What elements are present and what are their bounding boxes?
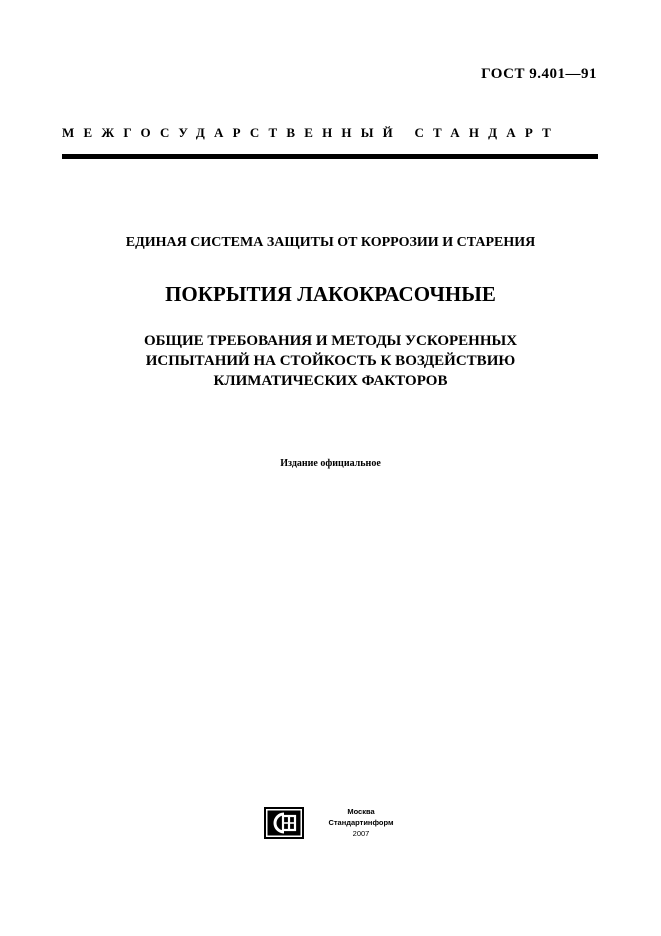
subtitle-line: ИСПЫТАНИЙ НА СТОЙКОСТЬ К ВОЗДЕЙСТВИЮ [145,353,516,369]
main-title: ПОКРЫТИЯ ЛАКОКРАСОЧНЫЕ [165,282,496,306]
subtitle-line: ОБЩИЕ ТРЕБОВАНИЯ И МЕТОДЫ УСКОРЕННЫХ [143,333,518,349]
document-number: ГОСТ 9.401—91 [481,66,597,82]
series-title: ЕДИНАЯ СИСТЕМА ЗАЩИТЫ ОТ КОРРОЗИИ И СТАРЕНИЯ [125,235,536,250]
header-divider [62,154,598,159]
publisher-text [311,806,411,839]
publisher-imprint [264,806,414,842]
subtitle-line: КЛИМАТИЧЕСКИХ ФАКТОРОВ [213,373,448,389]
standartinform-logo-icon [264,807,304,839]
publisher-name: Стандартинформ [328,818,394,827]
publisher-city: Москва [347,807,375,816]
subtitle [0,331,661,391]
standard-type-heading: МЕЖГОСУДАРСТВЕННЫЙ СТАНДАРТ [62,125,561,140]
publication-year: 2007 [352,829,370,838]
edition-note: Издание официальное [280,458,381,469]
